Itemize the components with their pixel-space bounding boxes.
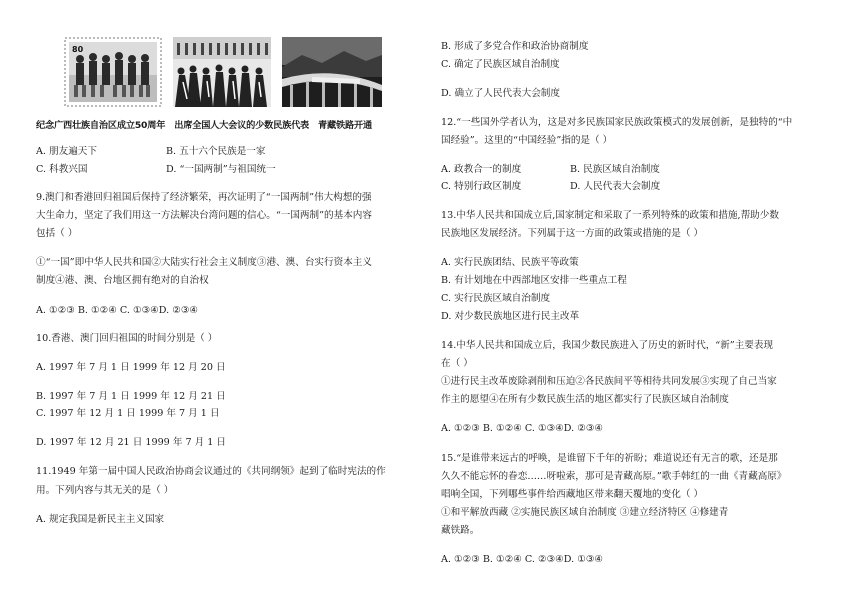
stamp-value: 80 (72, 45, 84, 54)
q9-options: A. ①②③ B. ①②④ C. ①③④D. ②③④ (36, 305, 199, 316)
stamp-photo (64, 37, 162, 107)
q12-option-c: C. 特别行政区制度 (441, 181, 522, 192)
q10-option-d: D. 1997 年 12 月 21 日 1999 年 7 月 1 日 (36, 437, 227, 448)
q15-items-line-2: 藏铁路。 (441, 525, 480, 536)
q11-stem-line-1: 11.1949 年第一届中国人民政治协商会议通过的《共同纲领》起到了临时宪法的作 (36, 466, 386, 477)
q8-option-b: B. 五十六个民族是一家 (166, 146, 266, 157)
q14-stem-line-1: 14.中华人民共和国成立后，我国少数民族进入了历史的新时代，“新”主要表现 (441, 340, 774, 351)
q8-option-a: A. 朋友遍天下 (36, 146, 97, 157)
q12-option-b: B. 民族区域自治制度 (570, 164, 660, 175)
q12-option-d: D. 人民代表大会制度 (570, 181, 661, 192)
assembly-photo (173, 37, 271, 107)
q14-stem-line-2: 在（ ） (441, 358, 473, 369)
q12-stem-line-2: 国经验”。这里的“中国经验”指的是（ ） (441, 135, 613, 146)
q10-option-c: C. 1997 年 12 月 1 日 1999 年 7 月 1 日 (36, 408, 220, 419)
q13-option-b: B. 有计划地在中西部地区安排一些重点工程 (441, 275, 627, 286)
q14-items-line-1: ①进行民主改革废除剥削和压迫②各民族间平等相待共同发展③实现了自己当家 (441, 376, 777, 387)
q9-stem-line-1: 9.澳门和香港回归祖国后保持了经济繁荣，再次证明了“一国两制”伟大构想的强 (36, 192, 372, 203)
q11-option-d: D. 确立了人民代表大会制度 (441, 88, 560, 99)
q9-items-line-2: 制度④港、澳、台地区拥有绝对的自治权 (36, 275, 209, 286)
q13-stem-line-1: 13.中华人民共和国成立后,国家制定和采取了一系列特殊的政策和措施,帮助少数 (441, 210, 779, 221)
q15-stem-line-2: 久久不能忘怀的眷恋……呀啦索，那可是青藏高原。”歌手韩红的一曲《青藏高原》 (441, 471, 787, 482)
q11-stem-line-2: 用。下列内容与其无关的是（ ） (36, 485, 174, 496)
q12-stem-line-1: 12.“一些国外学者认为，这是对多民族国家民族政策模式的发展创新，是独特的“中 (441, 117, 793, 128)
q8-option-d: D. “一国两制”与祖国统一 (166, 164, 276, 175)
q9-stem-line-3: 包括（ ） (36, 228, 78, 239)
q8-option-c: C. 科教兴国 (36, 164, 88, 175)
q11-option-b: B. 形成了多党合作和政治协商制度 (441, 41, 589, 52)
q15-stem-line-1: 15.“是谁带来远古的呼唤，是谁留下千年的祈盼；难道说还有无言的歌，还是那 (441, 453, 778, 464)
q14-options: A. ①②③ B. ①②④ C. ①③④D. ②③④ (441, 423, 604, 434)
q10-option-b: B. 1997 年 7 月 1 日 1999 年 12 月 21 日 (36, 391, 226, 402)
caption-npc-deputies: 出席全国人大会议的少数民族代表 (174, 120, 310, 131)
caption-guangxi: 纪念广西壮族自治区成立50周年 (36, 120, 166, 131)
q14-items-line-2: 作主的愿望④在所有少数民族生活的地区都实行了民族区域自治制度 (441, 394, 729, 405)
q11-option-c: C. 确定了民族区域自治制度 (441, 59, 560, 70)
q13-stem-line-2: 民族地区发展经济。下列属于这一方面的政策或措施的是（ ） (441, 228, 704, 239)
q9-stem-line-2: 大生命力，坚定了我们用这一方法解决台湾问题的信心。“一国两制”的基本内容 (36, 210, 372, 221)
q10-stem: 10.香港、澳门回归祖国的时间分别是（ ） (36, 333, 218, 344)
q15-options: A. ①②③ B. ①②④ C. ②③④D. ①③④ (441, 554, 604, 565)
railway-photo (282, 37, 382, 107)
q15-stem-line-3: 唱响全国，下列哪些事件给西藏地区带来翻天覆地的变化（ ） (441, 489, 704, 500)
q11-option-a: A. 规定我国是新民主主义国家 (36, 514, 165, 525)
q9-items-line-1: ①“一国”即中华人民共和国②大陆实行社会主义制度③港、澳、台实行资本主义 (36, 257, 372, 268)
q13-option-d: D. 对少数民族地区进行民主改革 (441, 311, 580, 322)
q13-option-c: C. 实行民族区域自治制度 (441, 293, 551, 304)
q15-items-line-1: ①和平解放西藏 ②实施民族区域自治制度 ③建立经济特区 ④修建青 (441, 507, 729, 518)
q10-option-a: A. 1997 年 7 月 1 日 1999 年 12 月 20 日 (36, 362, 226, 373)
q12-option-a: A. 政教合一的制度 (441, 164, 522, 175)
image-caption-row (36, 117, 372, 131)
q13-option-a: A. 实行民族团结、民族平等政策 (441, 257, 579, 268)
caption-qinghai-tibet-railway: 青藏铁路开通 (318, 120, 372, 131)
